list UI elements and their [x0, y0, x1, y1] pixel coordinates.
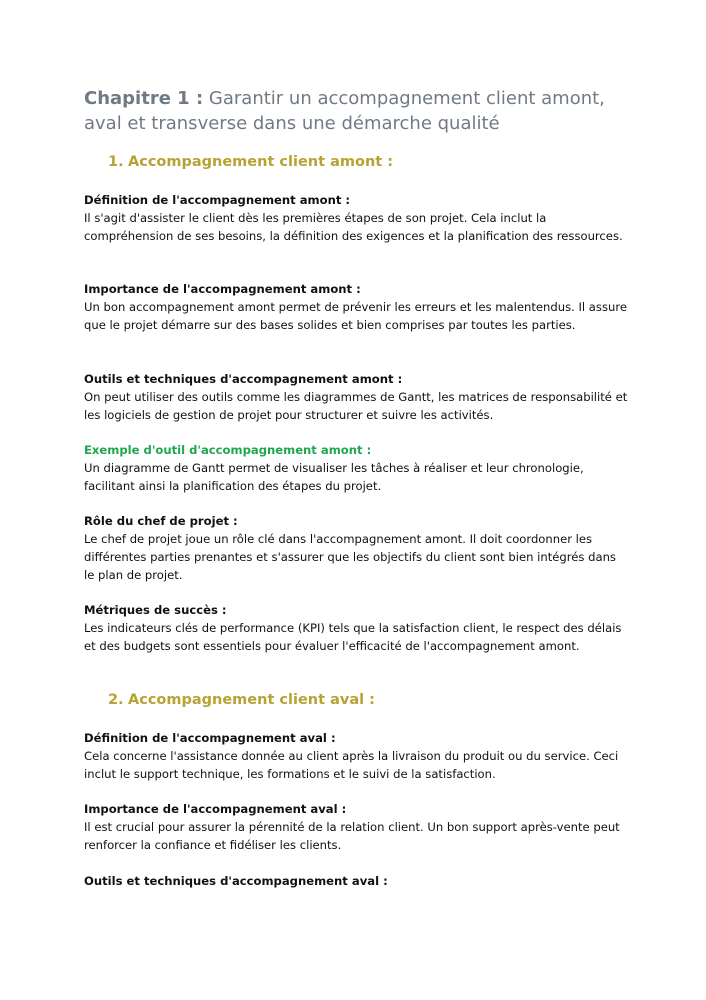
chapter-label: Chapitre 1 : — [84, 88, 204, 109]
block-text: Un bon accompagnement amont permet de prévenir les erreurs et les malentendus. Il assure que le projet démarre sur des bases solides et bien comprises par toutes les parties. — [84, 300, 627, 332]
section-title: Accompagnement client aval : — [128, 692, 375, 708]
block-title: Outils et techniques d'accompagnement aval : — [84, 874, 388, 888]
chapter-title — [84, 86, 644, 136]
block-title: Outils et techniques d'accompagnement amont : — [84, 372, 403, 386]
outils-amont-block — [84, 370, 629, 424]
block-text: Les indicateurs clés de performance (KPI) tels que la satisfaction client, le respect des délais et des budgets sont essentiels pour évaluer l'efficacité de l'accompagnement amont. — [84, 621, 622, 653]
outils-aval-block — [84, 872, 629, 890]
exemple-amont-block — [84, 441, 629, 495]
importance-amont-block — [84, 280, 629, 334]
chapter-title-text: Garantir un accompagnement client amont, aval et transverse dans une démarche qualité — [84, 88, 605, 134]
metriques-block — [84, 601, 629, 655]
block-text: Le chef de projet joue un rôle clé dans l'accompagnement amont. Il doit coordonner les différentes parties prenantes et s'assurer que les objectifs du client sont bien intégrés dans le plan de projet. — [84, 532, 616, 582]
block-title: Métriques de succès : — [84, 603, 227, 617]
block-text: Un diagramme de Gantt permet de visualiser les tâches à réaliser et leur chronologie, facilitant ainsi la planification des étapes du projet. — [84, 461, 584, 493]
importance-aval-block — [84, 800, 629, 854]
definition-amont-block — [84, 191, 629, 245]
block-title: Définition de l'accompagnement aval : — [84, 731, 336, 745]
example-title: Exemple d'outil d'accompagnement amont : — [84, 443, 372, 457]
block-text: Cela concerne l'assistance donnée au client après la livraison du produit ou du service. Ceci inclut le support technique, les formations et le suivi de la satisfaction. — [84, 749, 619, 781]
section-heading-amont — [108, 154, 393, 170]
section-title: Accompagnement client amont : — [128, 154, 394, 170]
section-number: 1. — [108, 154, 124, 170]
block-text: Il s'agit d'assister le client dès les premières étapes de son projet. Cela inclut la compréhension de ses besoins, la définition des exigences et la planification des ressources. — [84, 211, 623, 243]
section-heading-aval — [108, 692, 375, 708]
section-number: 2. — [108, 692, 124, 708]
role-chef-projet-block — [84, 512, 629, 584]
block-title: Importance de l'accompagnement aval : — [84, 802, 347, 816]
block-text: On peut utiliser des outils comme les diagrammes de Gantt, les matrices de responsabilité et les logiciels de gestion de projet pour structurer et suivre les activités. — [84, 390, 628, 422]
definition-aval-block — [84, 729, 629, 783]
block-title: Définition de l'accompagnement amont : — [84, 193, 351, 207]
block-title: Rôle du chef de projet : — [84, 514, 238, 528]
block-title: Importance de l'accompagnement amont : — [84, 282, 361, 296]
block-text: Il est crucial pour assurer la pérennité de la relation client. Un bon support après-vente peut renforcer la confiance et fidéliser les clients. — [84, 820, 620, 852]
